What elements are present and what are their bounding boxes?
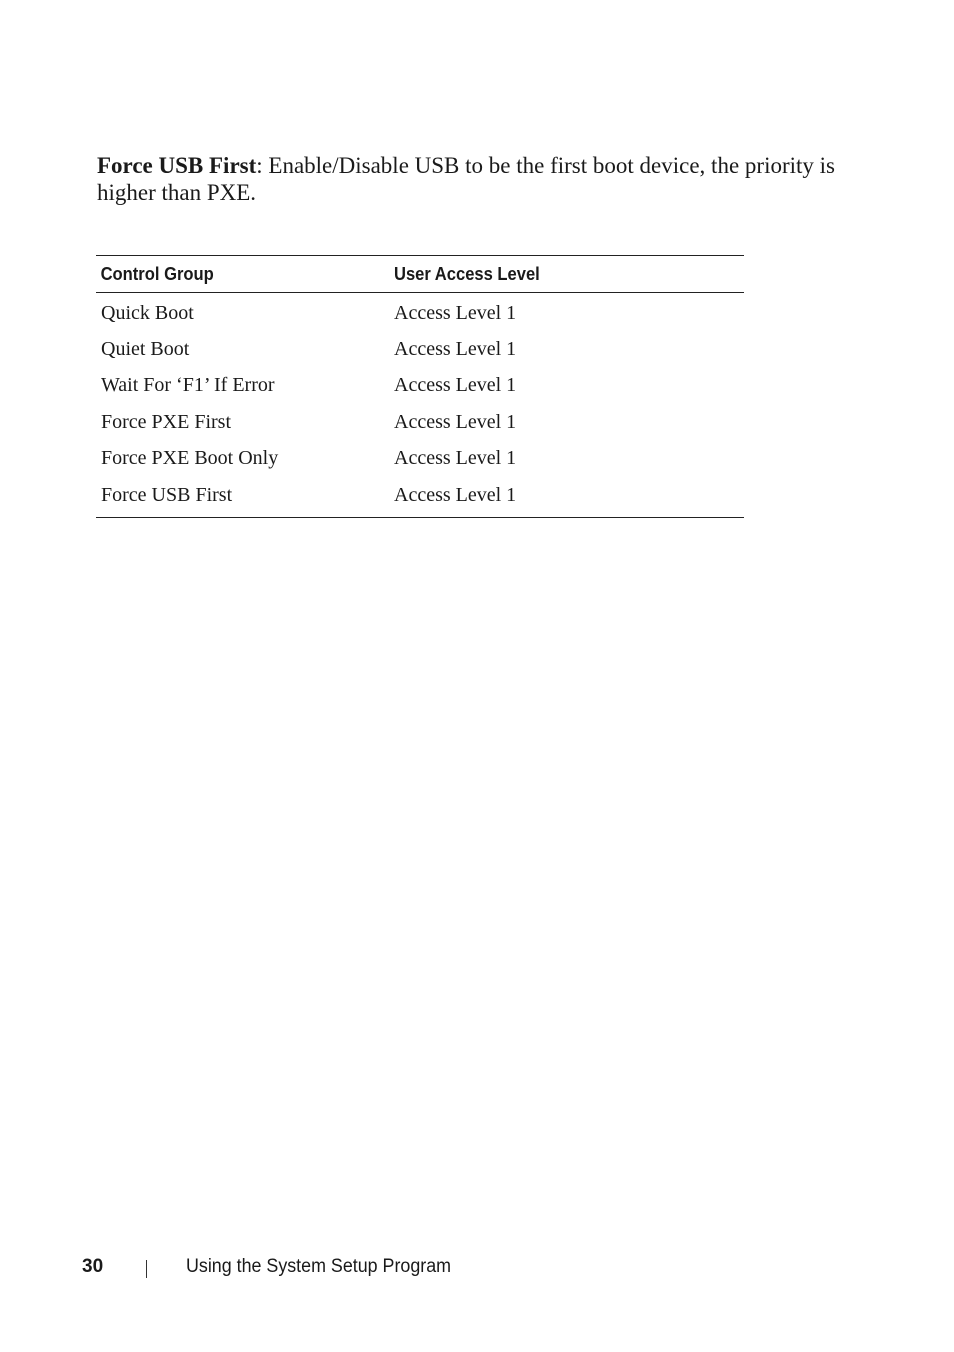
control-group-cell: Quiet Boot	[101, 338, 190, 361]
intro-paragraph	[97, 152, 837, 206]
table-row	[96, 331, 744, 367]
access-level-cell: Access Level 1	[394, 374, 517, 397]
page-footer	[0, 1256, 954, 1282]
table-row	[96, 441, 744, 477]
footer-section-title: Using the System Setup Program	[186, 1256, 452, 1277]
intro-text: : Enable/Disable USB to be the first boot device, the priority is higher than PXE.	[97, 153, 835, 205]
footer-divider	[146, 1260, 147, 1278]
table-row	[96, 404, 744, 440]
table-row	[96, 368, 744, 404]
access-level-cell: Access Level 1	[394, 301, 517, 324]
control-group-cell: Force PXE First	[101, 410, 231, 433]
access-level-cell: Access Level 1	[394, 338, 517, 361]
control-group-cell: Force USB First	[101, 483, 233, 506]
access-level-cell: Access Level 1	[394, 410, 517, 433]
column-header-user-access-level: User Access Level	[394, 263, 540, 284]
intro-term: Force USB First	[97, 153, 257, 178]
control-group-cell: Wait For ‘F1’ If Error	[101, 374, 275, 397]
page-number: 30	[82, 1256, 104, 1277]
control-group-cell: Force PXE Boot Only	[101, 447, 279, 470]
control-group-cell: Quick Boot	[101, 301, 194, 324]
access-level-cell: Access Level 1	[394, 447, 517, 470]
table-header-row	[96, 256, 744, 293]
table-row	[96, 293, 744, 332]
access-level-table	[96, 255, 744, 518]
column-header-control-group: Control Group	[100, 263, 214, 284]
table-row	[96, 477, 744, 518]
access-level-cell: Access Level 1	[394, 483, 517, 506]
